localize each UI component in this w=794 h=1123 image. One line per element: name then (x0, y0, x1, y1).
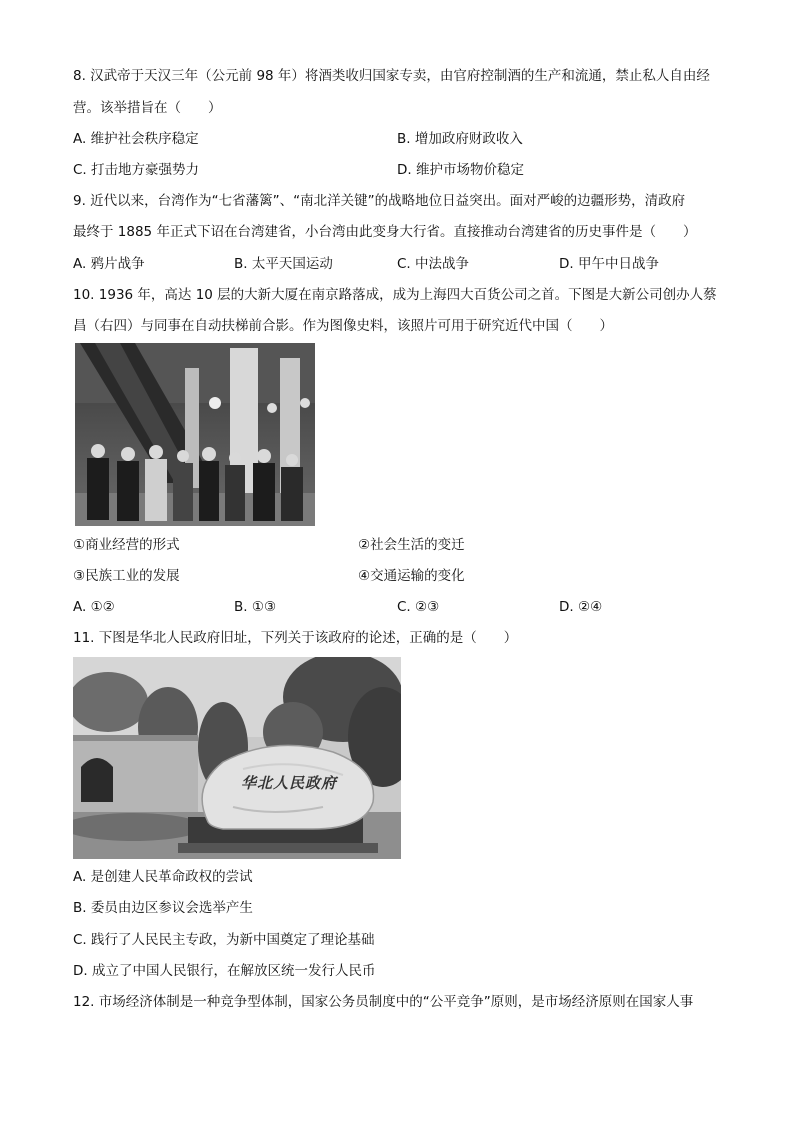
q12-stem-line1: 12. 市场经济体制是一种竞争型体制，国家公务员制度中的“公平竞争”原则，是市场经济原则在国家人事 (73, 994, 694, 1010)
q8-stem-line2: 营。该举措旨在（ ） (73, 100, 222, 116)
q9-option-b: B. 太平天国运动 (234, 256, 333, 272)
q10-item-2: ②社会生活的变迁 (358, 537, 465, 553)
escalator-group-photo (75, 343, 315, 526)
q9-option-c: C. 中法战争 (397, 256, 470, 272)
q10-option-d: D. ②④ (559, 599, 603, 615)
q10-item-1: ①商业经营的形式 (73, 537, 180, 553)
q11-option-b: B. 委员由边区参议会选举产生 (73, 900, 253, 916)
q8-option-a: A. 维护社会秩序稳定 (73, 131, 199, 147)
q11-stem: 11. 下图是华北人民政府旧址，下列关于该政府的论述，正确的是（ ） (73, 630, 518, 646)
q8-option-c: C. 打击地方豪强势力 (73, 162, 200, 178)
q8-stem-line1: 8. 汉武帝于天汉三年（公元前 98 年）将酒类收归国家专卖，由官府控制酒的生产和流通，禁止私人自由经 (73, 68, 710, 84)
stone-inscription: 华北人民政府 (241, 774, 338, 792)
q10-stem-line2: 昌（右四）与同事在自动扶梯前合影。作为图像史料，该照片可用于研究近代中国（ ） (73, 318, 613, 334)
q10-option-c: C. ②③ (397, 599, 440, 615)
north-china-government-site-photo (73, 657, 401, 859)
q9-stem-line2: 最终于 1885 年正式下诏在台湾建省，小台湾由此变身大行省。直接推动台湾建省的历史事件是（ ） (73, 224, 697, 240)
q10-item-3: ③民族工业的发展 (73, 568, 180, 584)
q10-stem-line1: 10. 1936 年，高达 10 层的大新大厦在南京路落成，成为上海四大百货公司之首。下图是大新公司创办人蔡 (73, 287, 717, 303)
q11-option-d: D. 成立了中国人民银行，在解放区统一发行人民币 (73, 963, 376, 979)
q11-option-a: A. 是创建人民革命政权的尝试 (73, 869, 253, 885)
q11-option-c: C. 践行了人民民主专政，为新中国奠定了理论基础 (73, 932, 375, 948)
q8-option-b: B. 增加政府财政收入 (397, 131, 523, 147)
q10-option-b: B. ①③ (234, 599, 277, 615)
q10-option-a: A. ①② (73, 599, 115, 615)
q9-option-d: D. 甲午中日战争 (559, 256, 659, 272)
q9-stem-line1: 9. 近代以来，台湾作为“七省藩篱”、“南北洋关键”的战略地位日益突出。面对严峻的边疆形势，清政府 (73, 193, 686, 209)
q8-option-d: D. 维护市场物价稳定 (397, 162, 524, 178)
q9-option-a: A. 鸦片战争 (73, 256, 145, 272)
q10-item-4: ④交通运输的变化 (358, 568, 465, 584)
